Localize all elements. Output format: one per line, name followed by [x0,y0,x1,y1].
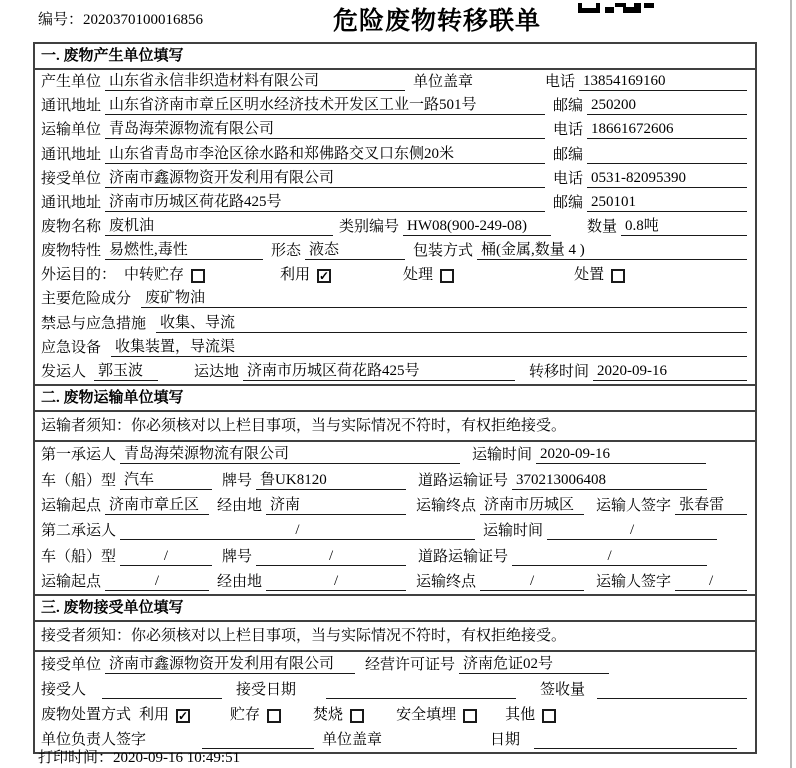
form-row [35,70,755,94]
print-time [38,746,240,767]
form-row [35,677,755,702]
treat-checkbox-unchecked-icon [440,269,454,283]
vehicle-type-label: 车（船）型 [41,548,117,565]
terminus-value: 济南市历城区 [480,496,584,515]
emergency-equipment-label: 应急设备 [41,339,102,356]
first-carrier-value: 青岛海荣源物流有限公司 [120,445,460,464]
disposal-storage-checkbox [230,706,281,724]
section-transporter [35,384,755,594]
transport-postcode-value [587,146,747,164]
received-qty-value [597,681,747,699]
transit-storage-checkbox [124,266,205,284]
transport-unit-value: 青岛海荣源物流有限公司 [105,120,545,139]
dispose-checkbox [574,266,625,284]
hazardous-waste-transfer-form [33,42,757,754]
form-row [35,287,755,311]
waste-name-label: 废物名称 [41,218,102,235]
transit-storage-checkbox-label: 中转贮存 [124,267,185,284]
via-label: 经由地 [217,574,263,591]
disposal-incinerate-checkbox [313,706,364,724]
phone-label: 电话 [545,74,576,91]
form-row [35,239,755,263]
form-row [35,360,755,384]
dispose-checkbox-unchecked-icon [611,269,625,283]
quantity-value: 0.8吨 [621,217,747,236]
utilize-checkbox [280,266,331,284]
destination-value: 济南市历城区荷花路425号 [243,362,515,381]
disposal-utilize-checkbox-label: 利用 [139,707,170,724]
form-row [35,652,755,677]
terminus-label: 运输终点 [416,498,477,514]
doc-number-label: 编号： [38,12,84,28]
disposal-other-checkbox-label: 其他 [505,707,536,724]
road-permit-label: 道路运输证号 [418,548,509,565]
dispose-checkbox-label: 处置 [574,267,605,284]
producer-postcode-value: 250200 [587,96,747,115]
waste-name-value: 废机油 [105,217,333,236]
postcode-label: 邮编 [553,146,584,163]
via-value: 济南 [266,496,406,515]
disposal-incinerate-checkbox-unchecked-icon [350,709,364,723]
section-title-transporter: 二. 废物运输单位填写 [35,384,755,412]
transport-date-label: 运输时间 [483,523,544,540]
consignor-label: 发运人 [41,363,87,380]
utilize-checkbox-checked-icon: ✓ [319,269,330,284]
transport-phone-value: 18661672606 [587,120,747,139]
treat-checkbox-label: 处理 [403,267,434,284]
receiver-person-value [102,681,222,699]
disposal-storage-checkbox-unchecked-icon [267,709,281,723]
vehicle-type-value: 汽车 [120,471,212,490]
print-time-value: 2020-09-16 10:49:51 [113,750,241,766]
second-origin-value: / [105,572,209,591]
date-label: 日期 [490,732,521,749]
form-row [35,442,755,467]
plate-label: 牌号 [222,472,253,489]
second-carrier-value: / [120,521,475,540]
transit-storage-checkbox-unchecked-icon [191,269,205,283]
road-permit-label: 道路运输证号 [418,472,509,489]
category-code-label: 类别编号 [339,218,400,235]
disposal-incinerate-checkbox-label: 焚烧 [313,707,344,724]
address-label: 通讯地址 [41,146,102,163]
carrier-sign-label: 运输人签字 [596,574,672,591]
plate-value: 鲁UK8120 [256,471,406,490]
form-row [35,336,755,360]
receiver-phone-value: 0531-82095390 [587,169,747,188]
form-row [35,311,755,335]
form-row [35,467,755,492]
transport-date-value: 2020-09-16 [536,445,706,464]
doc-number [38,8,203,29]
vehicle-type-label: 车（船）型 [41,472,117,489]
emergency-measures-value: 收集、导流 [156,314,747,333]
consignor-value: 郭玉波 [94,362,158,381]
receive-unit-label: 接受单位 [41,657,102,674]
notice-receiver: 接受者须知：你必须核对以上栏目事项，当与实际情况不符时，有权拒绝接受。 [35,622,755,652]
receiver-unit-value: 济南市鑫源物资开发利用有限公司 [105,169,545,188]
quantity-label: 数量 [587,218,618,235]
origin-label: 运输起点 [41,574,102,591]
waste-property-label: 废物特性 [41,243,102,260]
section-title-receiver: 三. 废物接受单位填写 [35,594,755,622]
receive-date-label: 接受日期 [236,682,297,699]
receiver-address-value: 济南市历城区荷花路425号 [105,193,545,212]
unit-seal-label: 单位盖章 [322,732,383,749]
via-label: 经由地 [217,498,263,514]
transport-date-label: 运输时间 [472,447,533,464]
transfer-date-value: 2020-09-16 [593,362,747,381]
doc-number-value: 2020370100016856 [83,12,204,28]
license-value: 济南危证02号 [459,655,609,674]
address-label: 通讯地址 [41,98,102,115]
form-row [35,167,755,191]
form-row [35,215,755,239]
first-carrier-label: 第一承运人 [41,447,117,464]
form-row [35,543,755,568]
form-row [35,493,755,518]
packaging-value: 桶(金属,数量 4 ) [477,241,747,260]
license-label: 经营许可证号 [365,657,456,674]
qr-code-fragment-icon [578,0,654,10]
section-producer [35,44,755,384]
disposal-landfill-checkbox [396,706,477,724]
receive-unit-value: 济南市鑫源物资开发利用有限公司 [105,655,355,674]
phone-label: 电话 [553,170,584,187]
received-qty-label: 签收量 [540,682,586,699]
form-state-value: 液态 [305,241,405,260]
second-plate-value: / [256,547,406,566]
producer-unit-label: 产生单位 [41,74,102,91]
transport-address-value: 山东省青岛市李沧区徐水路和郑佛路交叉口东侧20米 [105,145,545,164]
origin-label: 运输起点 [41,498,102,514]
disposal-other-checkbox-unchecked-icon [542,709,556,723]
emergency-measures-label: 禁忌与应急措施 [41,315,147,332]
second-via-value: / [266,572,406,591]
destination-label: 运达地 [194,363,240,380]
disposal-landfill-checkbox-label: 安全填埋 [396,707,457,724]
carrier-sign-label: 运输人签字 [596,498,672,514]
form-state-label: 形态 [271,243,302,260]
address-label: 通讯地址 [41,194,102,211]
page-title: 危险废物转移联单 [333,8,542,35]
producer-phone-value: 13854169160 [579,72,747,91]
packaging-label: 包装方式 [413,243,474,260]
form-row [35,702,755,727]
disposal-landfill-checkbox-unchecked-icon [463,709,477,723]
plate-label: 牌号 [222,548,253,565]
form-row [35,263,755,287]
postcode-label: 邮编 [553,194,584,211]
form-row [35,118,755,142]
receiver-person-label: 接受人 [41,682,87,699]
terminus-label: 运输终点 [416,574,477,591]
page-edge-divider [790,0,792,768]
phone-label: 电话 [553,122,584,139]
origin-value: 济南市章丘区 [105,496,209,515]
emergency-equipment-value: 收集装置，导流渠 [111,338,747,357]
second-terminus-value: / [480,572,584,591]
producer-unit-value: 山东省永信非织造材料有限公司 [105,72,405,91]
treat-checkbox [403,266,454,284]
disposal-other-checkbox [505,706,556,724]
form-row [35,142,755,166]
date-value [534,731,737,749]
transfer-date-label: 转移时间 [529,363,590,380]
receiver-postcode-value: 250101 [587,193,747,212]
hazard-component-label: 主要危险成分 [41,291,132,308]
form-row [35,569,755,594]
utilize-checkbox-label: 利用 [280,267,311,284]
disposal-method-label: 废物处置方式 [41,707,132,724]
receiver-unit-label: 接受单位 [41,170,102,187]
form-row [35,191,755,215]
second-transport-date-value: / [547,521,717,540]
section-receiver [35,594,755,752]
carrier-sign-value: 张春雷 [675,496,747,515]
transport-unit-label: 运输单位 [41,122,102,139]
second-carrier-label: 第二承运人 [41,523,117,540]
disposal-storage-checkbox-label: 贮存 [230,707,261,724]
second-road-permit-value: / [512,547,707,566]
transfer-purpose-label: 外运目的： [41,267,117,284]
receive-date-value [326,681,516,699]
producer-address-value: 山东省济南市章丘区明水经济技术开发区工业一路501号 [105,96,545,115]
postcode-label: 邮编 [553,98,584,115]
disposal-utilize-checkbox [139,706,190,724]
waste-property-value: 易燃性,毒性 [105,241,263,260]
form-row [35,518,755,543]
responsible-sign-label: 单位负责人签字 [41,732,147,749]
print-time-label: 打印时间： [38,750,114,766]
notice-transporter: 运输者须知：你必须核对以上栏目事项，当与实际情况不符时，有权拒绝接受。 [35,412,755,442]
category-code-value: HW08(900-249-08) [403,217,551,236]
hazard-component-value: 废矿物油 [141,289,747,308]
section-title-producer: 一. 废物产生单位填写 [35,44,755,70]
disposal-utilize-checkbox-checked-icon: ✓ [178,709,189,724]
form-row [35,94,755,118]
road-permit-value: 370213006408 [512,471,707,490]
unit-seal-label: 单位盖章 [413,74,474,91]
second-carrier-sign-value: / [675,572,747,591]
second-vehicle-type-value: / [120,547,212,566]
